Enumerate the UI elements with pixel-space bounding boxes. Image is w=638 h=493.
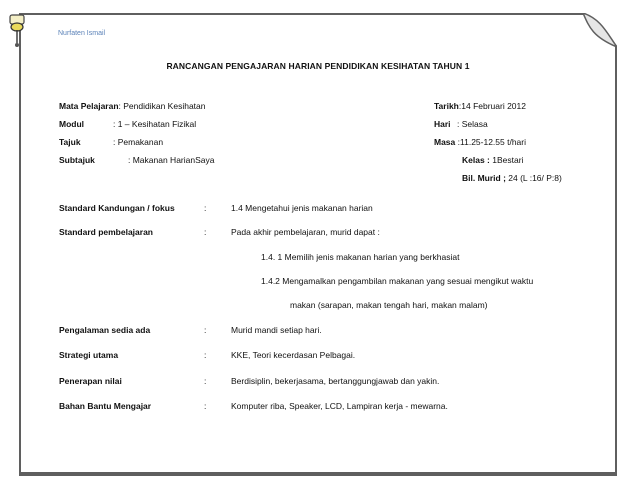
masa: Masa :11.25-12.55 t/hari — [434, 137, 527, 147]
standard-pembelajaran-colon: : — [204, 227, 207, 237]
objective-item-2: 1.4.2 Mengamalkan pengambilan makanan yang sesuai mengikut waktu — [261, 276, 534, 286]
pengalaman-value: Murid mandi setiap hari. — [231, 325, 322, 335]
pengalaman-colon: : — [204, 325, 207, 335]
author-name: Nurfaten Ismail — [58, 30, 106, 37]
strategi-label: Strategi utama — [59, 350, 119, 360]
bahan-bantu-label: Bahan Bantu Mengajar — [59, 401, 152, 411]
standard-kandungan-value: 1.4 Mengetahui jenis makanan harian — [231, 203, 373, 213]
standard-pembelajaran-label: Standard pembelajaran — [59, 227, 154, 237]
penerapan-colon: : — [204, 376, 207, 386]
page-curl-icon — [583, 13, 617, 47]
modul-label: Modul — [59, 119, 85, 129]
modul-value: : 1 – Kesihatan Fizikal — [113, 119, 197, 129]
document-page — [19, 13, 617, 476]
tajuk-label: Tajuk — [59, 137, 81, 147]
penerapan-value: Berdisiplin, bekerjasama, bertanggungjawab dan yakin. — [231, 376, 440, 386]
kelas: Kelas : 1Bestari — [462, 155, 524, 165]
objective-item-2-cont: makan (sarapan, makan tengah hari, makan malam) — [290, 300, 488, 310]
bahan-bantu-colon: : — [204, 401, 207, 411]
objective-item-1: 1.4. 1 Memilih jenis makanan harian yang berkhasiat — [261, 252, 460, 262]
standard-kandungan-colon: : — [204, 203, 207, 213]
penerapan-label: Penerapan nilai — [59, 376, 122, 386]
tajuk-value: : Pemakanan — [113, 137, 164, 147]
hari-value: : Selasa — [457, 119, 488, 129]
standard-kandungan-label: Standard Kandungan / fokus — [59, 203, 175, 213]
mata-pelajaran: Mata Pelajaran: Pendidikan Kesihatan — [59, 101, 206, 111]
strategi-colon: : — [204, 350, 207, 360]
bil-murid: Bil. Murid ; 24 (L :16/ P:8) — [462, 173, 562, 183]
pushpin-icon — [8, 13, 28, 57]
strategi-value: KKE, Teori kecerdasan Pelbagai. — [231, 350, 356, 360]
bahan-bantu-value: Komputer riba, Speaker, LCD, Lampiran kerja - mewarna. — [231, 401, 448, 411]
standard-pembelajaran-value: Pada akhir pembelajaran, murid dapat : — [231, 227, 380, 237]
document-title: RANCANGAN PENGAJARAN HARIAN PENDIDIKAN KESIHATAN TAHUN 1 — [166, 61, 470, 71]
pengalaman-label: Pengalaman sedia ada — [59, 325, 151, 335]
hari-label: Hari — [434, 119, 451, 129]
subtajuk-label: Subtajuk — [59, 155, 95, 165]
tarikh: Tarikh:14 Februari 2012 — [434, 101, 526, 111]
subtajuk-value: : Makanan HarianSaya — [128, 155, 215, 165]
